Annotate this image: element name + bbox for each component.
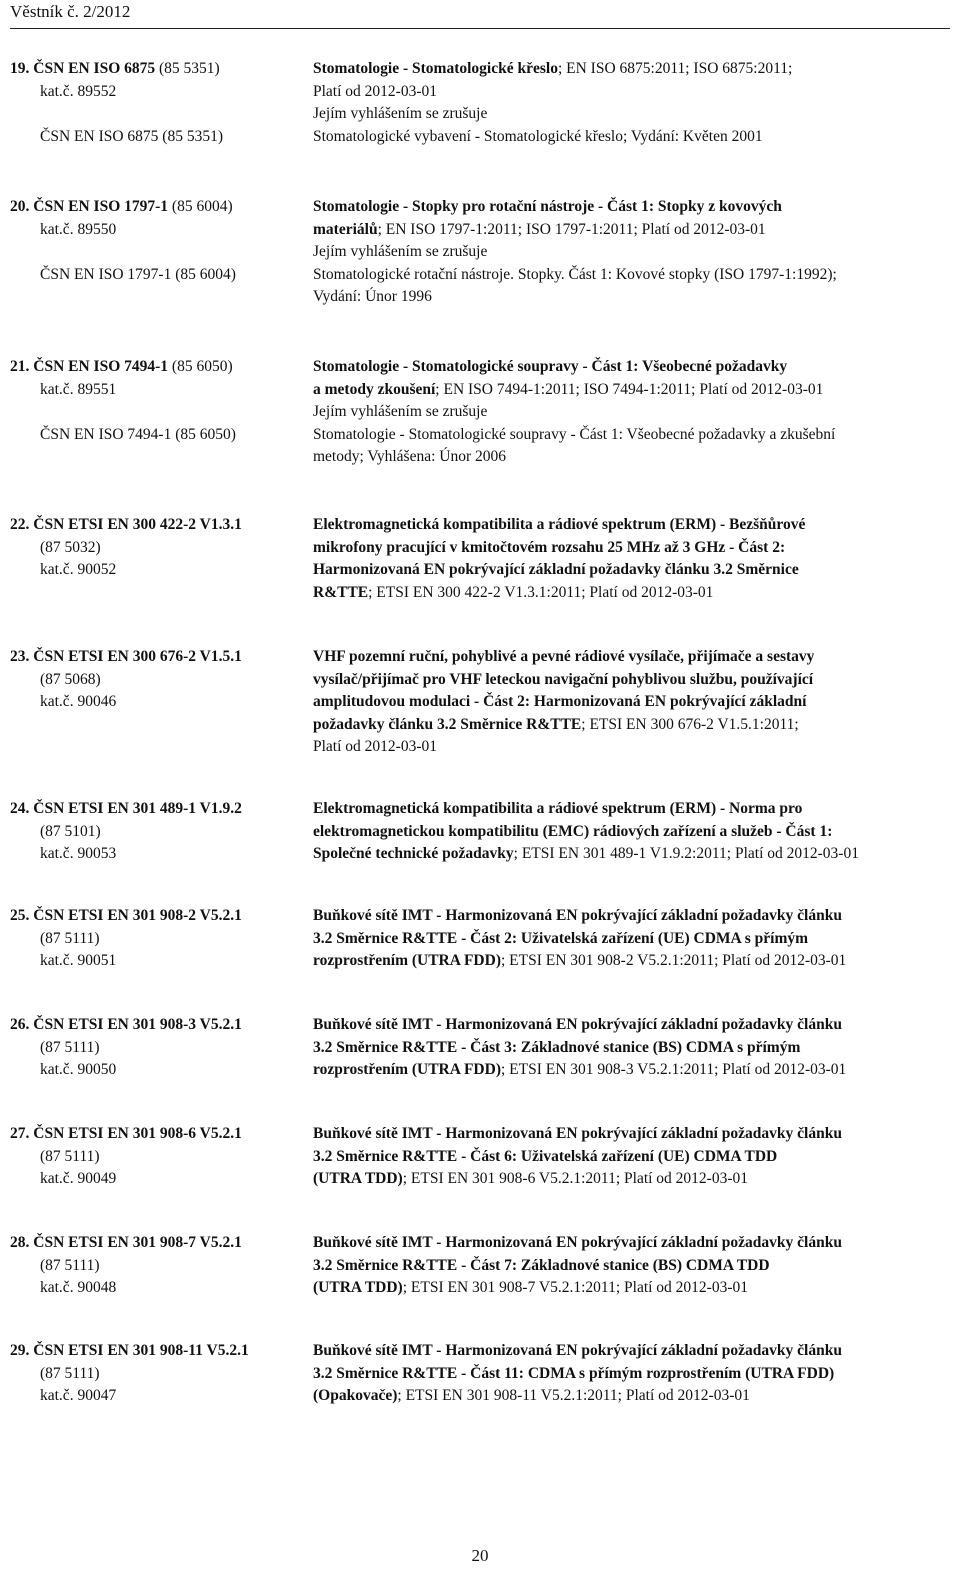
standard-code: ČSN ETSI EN 301 489-1 V1.9.2: [33, 800, 242, 817]
class-code: (87 5111): [40, 1147, 100, 1165]
catalog-number: kat.č. 89550: [40, 220, 117, 238]
replaced-standard-title: Stomatologie - Stomatologické soupravy - Část 1: Všeobecné požadavky a zkušební: [313, 425, 836, 443]
entry-number: 25.: [10, 907, 30, 924]
standard-title: Elektromagnetická kompatibilita a rádiové spektrum (ERM) - Norma pro: [313, 800, 803, 817]
standard-title-line-2: 3.2 Směrnice R&TTE - Část 3: Základnové stanice (BS) CDMA s přímým: [313, 1038, 801, 1056]
standard-title: Buňkové sítě IMT - Harmonizovaná EN pokrývající základní požadavky článku: [313, 1234, 842, 1251]
standard-title-line-4: požadavky článku 3.2 Směrnice R&TTE: [313, 715, 582, 733]
standard-code: ČSN EN ISO 6875: [33, 60, 156, 77]
validity-date: Platí od 2012-03-01: [313, 738, 437, 755]
class-code: (87 5111): [40, 1364, 100, 1382]
standard-entry-27: [0, 1123, 960, 1191]
entry-number: 21.: [10, 358, 30, 375]
catalog-number: kat.č. 90050: [40, 1061, 117, 1078]
standard-title-line-3: (UTRA TDD): [313, 1170, 403, 1187]
standard-code: ČSN ETSI EN 301 908-7 V5.2.1: [33, 1234, 242, 1251]
standard-title-line-3: rozprostřením (UTRA FDD): [313, 1061, 501, 1078]
standard-title-cont: materiálů: [313, 220, 378, 238]
class-code: (85 6004): [171, 198, 233, 215]
standard-title-rest: ; ETSI EN 300 676-2 V1.5.1:2011;: [581, 715, 799, 733]
standard-code: ČSN ETSI EN 301 908-11 V5.2.1: [33, 1342, 249, 1359]
standard-title-line-2: 3.2 Směrnice R&TTE - Část 6: Uživatelská zařízení (UE) CDMA TDD: [313, 1147, 778, 1165]
standard-title: VHF pozemní ruční, pohyblivé a pevné rádiové vysílače, přijímače a sestavy: [313, 648, 815, 665]
class-code: (87 5111): [40, 1256, 100, 1274]
standard-code: ČSN ETSI EN 300 422-2 V1.3.1: [33, 516, 242, 533]
entry-number: 27.: [10, 1125, 30, 1142]
standard-entry-19: [0, 58, 960, 148]
standard-title: Stomatologie - Stomatologické křeslo: [313, 60, 558, 77]
standard-entry-29: [0, 1340, 960, 1408]
standard-title-line-3: Harmonizovaná EN pokrývající základní požadavky článku 3.2 Směrnice: [313, 561, 799, 578]
entry-number: 29.: [10, 1342, 30, 1359]
standard-code: ČSN EN ISO 7494-1: [33, 358, 169, 375]
entry-number: 26.: [10, 1016, 30, 1033]
standard-title: Stomatologie - Stopky pro rotační nástroje - Část 1: Stopky z kovových: [313, 198, 782, 215]
standard-title: Buňkové sítě IMT - Harmonizovaná EN pokrývající základní požadavky článku: [313, 1125, 842, 1142]
catalog-number: kat.č. 90046: [40, 693, 117, 710]
standard-entry-22: [0, 514, 960, 604]
standard-code: ČSN ETSI EN 300 676-2 V1.5.1: [33, 648, 242, 665]
standard-title-cont: a metody zkoušení: [313, 380, 436, 398]
replaced-standard-title-cont: metody; Vyhlášena: Únor 2006: [313, 448, 507, 465]
standard-title-line-2: vysílač/přijímač pro VHF leteckou navigační pohyblivou službu, používající: [313, 670, 814, 688]
repeal-note: Jejím vyhlášením se zrušuje: [313, 243, 488, 260]
catalog-number: kat.č. 90053: [40, 845, 117, 862]
standard-title-line-3: Společné technické požadavky: [313, 845, 514, 862]
standard-entry-20: [0, 196, 960, 309]
standard-code: ČSN ETSI EN 301 908-3 V5.2.1: [33, 1016, 242, 1033]
standard-title-rest: ; EN ISO 6875:2011; ISO 6875:2011;: [557, 60, 793, 77]
catalog-number: kat.č. 89551: [40, 380, 117, 398]
replaced-standard-title: Stomatologické rotační nástroje. Stopky. Část 1: Kovové stopky (ISO 1797-1:1992);: [313, 265, 837, 283]
entry-number: 24.: [10, 800, 30, 817]
standard-title: Stomatologie - Stomatologické soupravy - Část 1: Všeobecné požadavky: [313, 358, 788, 375]
standard-entry-21: [0, 356, 960, 469]
standard-title-rest: ; ETSI EN 301 908-7 V5.2.1:2011; Platí od 2012-03-01: [402, 1279, 749, 1296]
class-code: (87 5111): [40, 929, 100, 947]
standard-title-line-2: 3.2 Směrnice R&TTE - Část 2: Uživatelská zařízení (UE) CDMA s přímým: [313, 929, 809, 947]
catalog-number: kat.č. 90047: [40, 1387, 117, 1404]
standard-title: Buňkové sítě IMT - Harmonizovaná EN pokrývající základní požadavky článku: [313, 1342, 842, 1359]
page-number: 20: [471, 1546, 489, 1565]
replaced-standard-title-cont: Vydání: Únor 1996: [313, 288, 432, 305]
standard-title-rest: ; ETSI EN 300 422-2 V1.3.1:2011; Platí od 2012-03-01: [368, 583, 714, 601]
entry-number: 22.: [10, 516, 30, 533]
journal-title: Věstník č. 2/2012: [10, 2, 131, 21]
repeal-note: Jejím vyhlášením se zrušuje: [313, 105, 488, 122]
standard-code: ČSN ETSI EN 301 908-2 V5.2.1: [33, 907, 242, 924]
standard-code: ČSN EN ISO 1797-1: [33, 198, 169, 215]
standard-entry-26: [0, 1014, 960, 1082]
standard-title-line-2: 3.2 Směrnice R&TTE - Část 11: CDMA s přímým rozprostřením (UTRA FDD): [313, 1364, 835, 1382]
class-code: (87 5111): [40, 1038, 100, 1056]
class-code: (87 5101): [40, 822, 101, 840]
catalog-number: kat.č. 90048: [40, 1279, 117, 1296]
class-code: (87 5068): [40, 670, 101, 688]
replaced-standard-code: ČSN EN ISO 6875 (85 5351): [40, 127, 223, 145]
class-code: (85 6050): [171, 358, 233, 375]
standard-title-rest: ; EN ISO 1797-1:2011; ISO 1797-1:2011; Platí od 2012-03-01: [377, 220, 766, 238]
standard-title-line-4: R&TTE: [313, 583, 369, 601]
standard-title: Buňkové sítě IMT - Harmonizovaná EN pokrývající základní požadavky článku: [313, 1016, 842, 1033]
replaced-standard-code: ČSN EN ISO 1797-1 (85 6004): [40, 265, 236, 283]
catalog-number: kat.č. 90051: [40, 952, 117, 969]
page-header: [10, 0, 950, 29]
standard-title-rest: ; ETSI EN 301 908-6 V5.2.1:2011; Platí od 2012-03-01: [402, 1170, 749, 1187]
standard-entry-24: [0, 798, 960, 866]
standard-title-rest: ; ETSI EN 301 908-3 V5.2.1:2011; Platí od 2012-03-01: [500, 1061, 847, 1078]
standard-title-line-3: (Opakovače): [313, 1387, 398, 1404]
standard-entry-23: [0, 646, 960, 759]
standard-entry-25: [0, 905, 960, 973]
standard-title-line-2: 3.2 Směrnice R&TTE - Část 7: Základnové stanice (BS) CDMA TDD: [313, 1256, 770, 1274]
standard-title-rest: ; ETSI EN 301 489-1 V1.9.2:2011; Platí od 2012-03-01: [513, 845, 859, 862]
standard-title-rest: ; ETSI EN 301 908-11 V5.2.1:2011; Platí od 2012-03-01: [397, 1387, 750, 1404]
standard-code: ČSN ETSI EN 301 908-6 V5.2.1: [33, 1125, 242, 1142]
standard-title-line-3: (UTRA TDD): [313, 1279, 403, 1296]
class-code: (87 5032): [40, 538, 101, 556]
standard-title-line-2: mikrofony pracující v kmitočtovém rozsahu 25 MHz až 3 GHz - Část 2:: [313, 538, 786, 556]
class-code: (85 5351): [159, 60, 220, 77]
entry-number: 19.: [10, 60, 30, 77]
replaced-standard-title: Stomatologické vybavení - Stomatologické křeslo; Vydání: Květen 2001: [313, 127, 763, 145]
catalog-number: kat.č. 90052: [40, 561, 117, 578]
standard-title-line-2: elektromagnetickou kompatibilitu (EMC) rádiových zařízení a služeb - Část 1:: [313, 822, 833, 840]
entry-number: 20.: [10, 198, 30, 215]
catalog-number: kat.č. 90049: [40, 1170, 117, 1187]
standard-title: Buňkové sítě IMT - Harmonizovaná EN pokrývající základní požadavky článku: [313, 907, 842, 924]
replaced-standard-code: ČSN EN ISO 7494-1 (85 6050): [40, 425, 236, 443]
standard-title-rest: ; EN ISO 7494-1:2011; ISO 7494-1:2011; Platí od 2012-03-01: [435, 380, 824, 398]
standard-title-rest: ; ETSI EN 301 908-2 V5.2.1:2011; Platí od 2012-03-01: [500, 952, 847, 969]
standard-title-line-3: amplitudovou modulaci - Část 2: Harmonizovaná EN pokrývající základní: [313, 693, 807, 710]
entry-number: 28.: [10, 1234, 30, 1251]
standard-title: Elektromagnetická kompatibilita a rádiové spektrum (ERM) - Bezšňůrové: [313, 516, 806, 533]
standard-entry-28: [0, 1232, 960, 1300]
validity-date: Platí od 2012-03-01: [313, 82, 437, 100]
entry-number: 23.: [10, 648, 30, 665]
catalog-number: kat.č. 89552: [40, 82, 117, 100]
standard-title-line-3: rozprostřením (UTRA FDD): [313, 952, 501, 969]
repeal-note: Jejím vyhlášením se zrušuje: [313, 403, 488, 420]
